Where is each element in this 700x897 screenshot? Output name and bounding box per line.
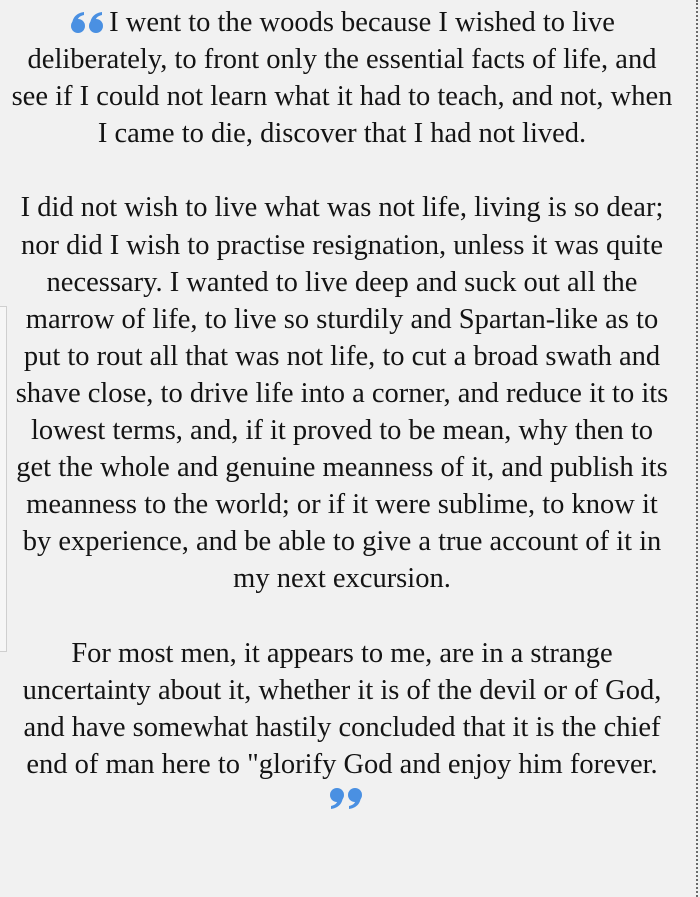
quote-paragraph-2-text: I did not wish to live what was not life, living is so dear; nor did I wish to practise resignation, unless it was quite necessary. I wanted to live deep and suck out all the marrow of life, to live so sturdily and Spartan-like as to put to rout all that was not life, to cut a broad swath and shave close, to drive life into a corner, and reduce it to its lowest terms, and, if it proved to be mean, why then to get the whole and genuine meanness of it, and publish its meanness to the world; or if it were sublime, to know it by experience, and be able to give a true account of it in my next excursion. — [15, 192, 669, 595]
quote-paragraph-3 — [10, 635, 674, 820]
page-edge-dotted-border — [696, 0, 698, 897]
quote-paragraph-1-text: I went to the woods because I wished to live deliberately, to front only the essential facts of life, and see if I could not learn what it had to teach, and not, when I came to die, discover that I had not lived. — [11, 7, 673, 150]
quote-block — [10, 4, 674, 820]
open-quote-icon — [69, 11, 105, 33]
close-quote-icon — [328, 788, 364, 810]
quote-paragraph-3-text: For most men, it appears to me, are in a strange uncertainty about it, whether it is of the devil or of God, and have somewhat hastily concluded that it is the chief end of man here to "glorify God and enjoy him forever. — [22, 637, 662, 780]
side-panel-edge — [0, 306, 7, 652]
quote-paragraph-2 — [10, 189, 674, 597]
quote-paragraph-1 — [10, 4, 674, 152]
